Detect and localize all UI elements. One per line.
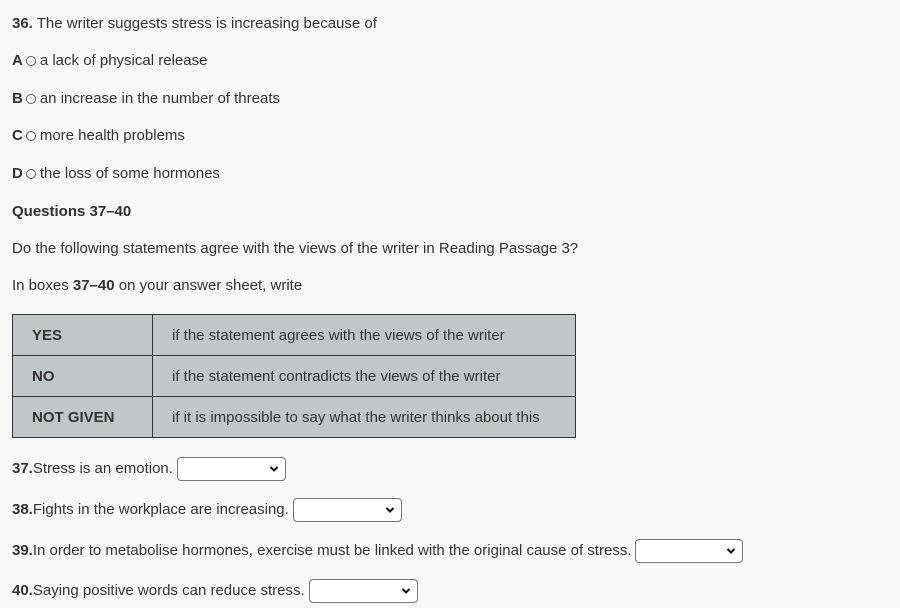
question-38-text: Fights in the workplace are increasing. [32, 501, 289, 518]
radio-circle-icon[interactable] [26, 56, 36, 66]
radio-circle-icon[interactable] [26, 94, 36, 104]
option-c[interactable] [12, 126, 185, 146]
option-a[interactable] [12, 51, 207, 71]
legend-key-no: NO [13, 356, 153, 397]
chevron-down-icon [385, 502, 395, 525]
question-40-text: Saying positive words can reduce stress. [32, 582, 305, 599]
question-37-number: 37. [12, 460, 33, 477]
question-39-text: In order to metabolise hormones, exercise must be linked with the original cause of stress. [32, 542, 632, 559]
question-39 [12, 539, 743, 563]
question-40 [12, 579, 418, 603]
section-instruction: Do the following statements agree with the views of the writer in Reading Passage 3? [12, 240, 579, 257]
question-37 [12, 457, 286, 481]
boxes-range: 37–40 [72, 277, 115, 294]
option-c-text: more health problems [39, 127, 185, 144]
legend-desc-yes: if the statement agrees with the views of the writer [153, 315, 576, 356]
question-40-select[interactable] [309, 579, 418, 603]
boxes-pre: In boxes [12, 277, 73, 294]
chevron-down-icon [269, 461, 279, 484]
question-36-text: The writer suggests stress is increasing because of [32, 15, 377, 32]
legend-key-not-given: NOT GIVEN [13, 397, 153, 438]
question-40-number: 40. [12, 582, 33, 599]
legend-key-yes: YES [13, 315, 153, 356]
option-b-text: an increase in the number of threats [39, 90, 280, 107]
chevron-down-icon [401, 583, 411, 606]
table-row [13, 356, 576, 397]
option-b-letter: B [12, 90, 23, 107]
option-b[interactable] [12, 89, 280, 109]
section-heading: Questions 37–40 [12, 203, 132, 220]
table-row [13, 397, 576, 438]
question-36-stem [12, 14, 377, 34]
chevron-down-icon [726, 543, 736, 566]
question-39-number: 39. [12, 542, 33, 559]
option-d[interactable] [12, 164, 220, 184]
boxes-post: on your answer sheet, write [114, 277, 303, 294]
question-38 [12, 498, 402, 522]
question-39-select[interactable] [635, 539, 743, 563]
question-37-select[interactable] [177, 457, 286, 481]
legend-desc-no: if the statement contradicts the views of the writer [153, 356, 576, 397]
question-38-select[interactable] [293, 498, 402, 522]
option-d-letter: D [12, 165, 23, 182]
table-row [13, 315, 576, 356]
question-36-number: 36. [12, 15, 33, 32]
question-37-text: Stress is an emotion. [32, 460, 173, 477]
option-a-text: a lack of physical release [39, 52, 208, 69]
boxes-instruction [12, 276, 302, 296]
option-a-letter: A [12, 52, 23, 69]
option-d-text: the loss of some hormones [39, 165, 220, 182]
radio-circle-icon[interactable] [26, 131, 36, 141]
legend-desc-not-given: if it is impossible to say what the writer thinks about this [153, 397, 576, 438]
radio-circle-icon[interactable] [26, 169, 36, 179]
answer-key-table [12, 314, 576, 438]
question-38-number: 38. [12, 501, 33, 518]
option-c-letter: C [12, 127, 23, 144]
